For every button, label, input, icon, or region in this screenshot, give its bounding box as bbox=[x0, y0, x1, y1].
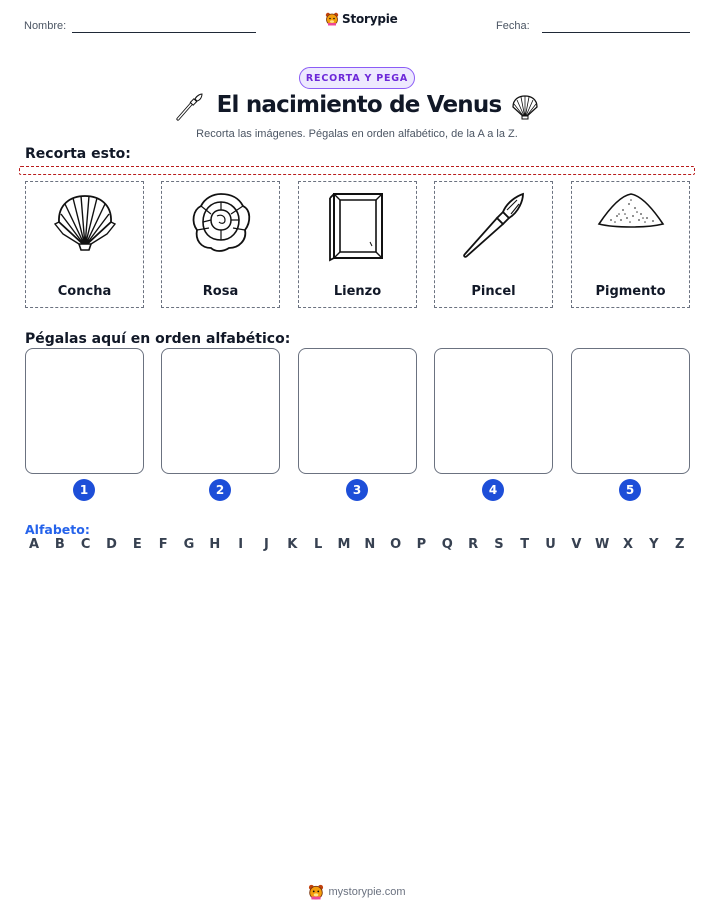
alphabet-letter: W bbox=[595, 537, 610, 552]
alphabet-letter: R bbox=[468, 537, 479, 552]
cut-card-rosa[interactable] bbox=[161, 181, 280, 308]
alphabet-title: Alfabeto: bbox=[25, 522, 90, 537]
number-badge-4: 4 bbox=[482, 479, 504, 501]
number-badge-3: 3 bbox=[346, 479, 368, 501]
number-badge-5: 5 bbox=[619, 479, 641, 501]
paste-box-4[interactable] bbox=[434, 348, 553, 474]
name-line[interactable] bbox=[72, 32, 256, 33]
alphabet-letter: D bbox=[106, 537, 117, 552]
card-label: Pincel bbox=[471, 284, 516, 299]
alphabet-letter: N bbox=[364, 537, 376, 552]
shell-icon bbox=[53, 190, 117, 254]
brand-logo bbox=[325, 12, 398, 26]
alphabet-letter: H bbox=[209, 537, 221, 552]
activity-badge: RECORTA Y PEGA bbox=[299, 67, 415, 89]
cut-line bbox=[19, 166, 695, 175]
alphabet-letter: K bbox=[287, 537, 298, 552]
card-label: Pigmento bbox=[595, 284, 666, 299]
alphabet-letter: Y bbox=[649, 537, 659, 552]
number-badge-1: 1 bbox=[73, 479, 95, 501]
rose-icon bbox=[189, 190, 253, 254]
number-badge-2: 2 bbox=[209, 479, 231, 501]
pigment-pile-icon bbox=[597, 190, 665, 230]
brand-name: Storypie bbox=[342, 12, 398, 26]
alphabet-letter: X bbox=[623, 537, 634, 552]
paste-section-title: Pégalas aquí en orden alfabético: bbox=[25, 331, 291, 347]
alphabet-letter: V bbox=[571, 537, 582, 552]
alphabet-letter: E bbox=[132, 537, 142, 552]
cut-card-lienzo[interactable] bbox=[298, 181, 417, 308]
alphabet-letter: G bbox=[183, 537, 195, 552]
alphabet-letter: Z bbox=[674, 537, 685, 552]
bear-icon bbox=[308, 884, 324, 900]
date-label: Fecha: bbox=[496, 20, 530, 32]
footer-url: mystorypie.com bbox=[328, 886, 406, 898]
cut-section-title: Recorta esto: bbox=[25, 146, 131, 162]
alphabet-letter: P bbox=[416, 537, 427, 552]
card-label: Lienzo bbox=[333, 284, 382, 299]
bear-icon bbox=[325, 12, 339, 26]
paintbrush-icon bbox=[459, 190, 529, 262]
alphabet-letter: C bbox=[80, 537, 91, 552]
footer bbox=[0, 884, 714, 900]
date-line[interactable] bbox=[542, 32, 690, 33]
alphabet-letter: I bbox=[238, 537, 244, 552]
alphabet-letter: M bbox=[337, 537, 351, 552]
canvas-icon bbox=[326, 190, 390, 262]
cut-card-pincel[interactable] bbox=[434, 181, 553, 308]
card-label: Rosa bbox=[202, 284, 239, 299]
paste-box-1[interactable] bbox=[25, 348, 144, 474]
alphabet-letter: B bbox=[54, 537, 65, 552]
instructions: Recorta las imágenes. Pégalas en orden alfabético, de la A a la Z. bbox=[196, 128, 518, 140]
alphabet-letter: T bbox=[520, 537, 530, 552]
paintbrush-icon bbox=[174, 92, 204, 122]
alphabet-letter: Q bbox=[441, 537, 453, 552]
alphabet-letter: O bbox=[390, 537, 402, 552]
alphabet-row bbox=[24, 537, 690, 552]
card-label: Concha bbox=[57, 284, 112, 299]
cut-card-concha[interactable] bbox=[25, 181, 144, 308]
alphabet-letter: F bbox=[158, 537, 168, 552]
alphabet-letter: U bbox=[545, 537, 556, 552]
paste-box-5[interactable] bbox=[571, 348, 690, 474]
shell-icon bbox=[510, 93, 540, 121]
paste-box-2[interactable] bbox=[161, 348, 280, 474]
alphabet-letter: L bbox=[313, 537, 323, 552]
name-label: Nombre: bbox=[24, 20, 67, 32]
alphabet-letter: A bbox=[28, 537, 40, 552]
page-title: El nacimiento de Venus bbox=[216, 92, 502, 118]
alphabet-letter: J bbox=[264, 537, 269, 552]
alphabet-letter: S bbox=[494, 537, 504, 552]
paste-box-3[interactable] bbox=[298, 348, 417, 474]
cut-card-pigmento[interactable] bbox=[571, 181, 690, 308]
